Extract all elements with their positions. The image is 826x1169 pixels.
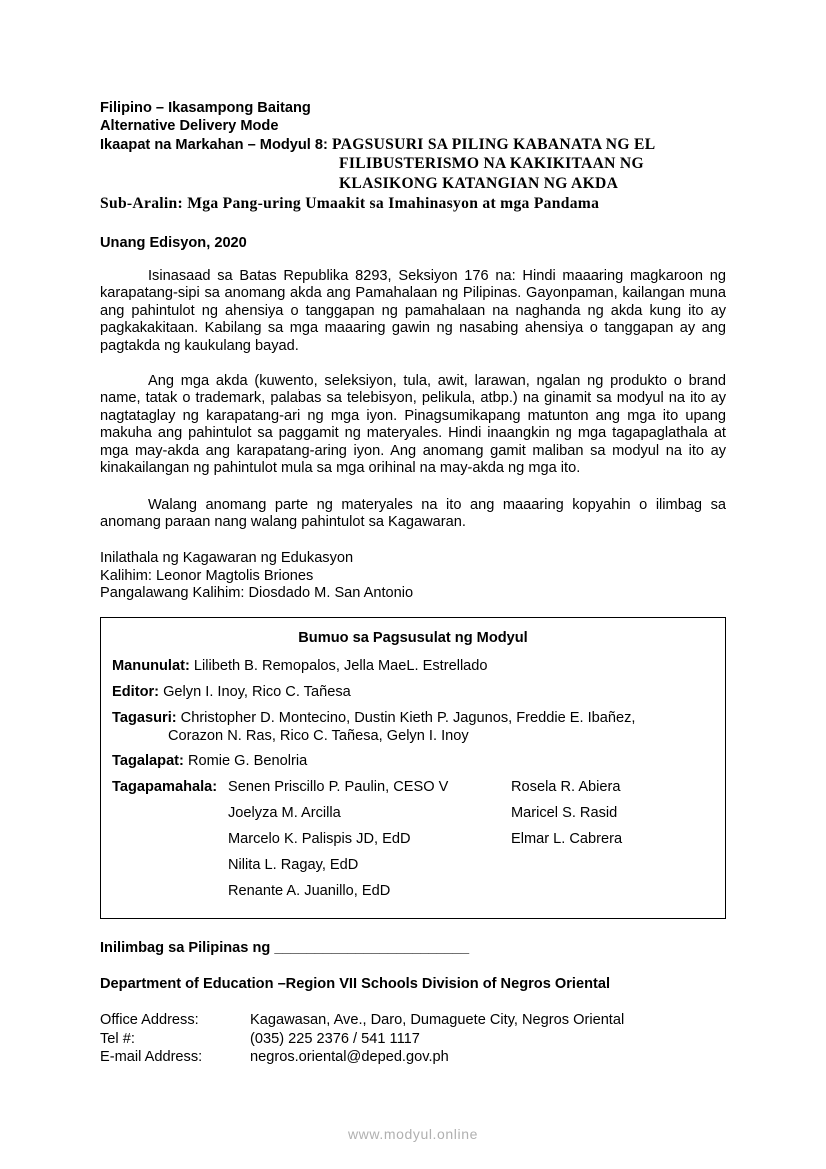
tagalapat-value: Romie G. Benolria [183, 753, 308, 769]
tagapamahala-name: Nilita L. Ragay, EdD [228, 857, 359, 873]
tagapamahala-name: Joelyza M. Arcilla [228, 805, 341, 821]
printed-line: Inilimbag sa Pilipinas ng ________________________ [100, 940, 470, 956]
publisher-line: Inilathala ng Kagawaran ng Edukasyon [100, 550, 354, 566]
sub-aralin: Sub-Aralin: Mga Pang-uring Umaakit sa Imahinasyon at mga Pandama [100, 195, 600, 212]
copyright-paragraph-3: Walang anomang parte ng materyales na ito ang maaaring kopyahin o ilimbag sa anomang paraan nang walang pahintulot sa Kagawaran. [100, 497, 726, 531]
tagasuri-value-1: Christopher D. Montecino, Dustin Kieth P. Jagunos, Freddie E. Ibañez, [176, 710, 636, 726]
tagalapat-label: Tagalapat: [112, 753, 184, 769]
watermark: www.modyul.online [347, 1126, 479, 1142]
tagapamahala-label: Tagapamahala: [112, 779, 218, 795]
module-title-3: KLASIKONG KATANGIAN NG AKDA [339, 175, 619, 192]
editor-label: Editor: [112, 684, 160, 700]
department-line: Department of Education –Region VII Schools Division of Negros Oriental [100, 976, 611, 992]
module-heading [100, 136, 655, 154]
copyright-paragraph-1: Isinasaad sa Batas Republika 8293, Seksiyon 176 na: Hindi maaaring magkaroon ng karapatang-sipi sa anomang akda ang Pamahalaan ng Pilipinas. Gayonpaman, kailangan muna ang pahintulot ng ahensiya o tanggapan ng pamahalaan na naghanda ng akda kung ito ay pagkakakitaan. Kabilang sa mga maaaring gawin ng nasabing ahensiya o tanggapan ay ang pagtakda ng kaukulang bayad. [100, 268, 726, 354]
email-label: E-mail Address: [100, 1049, 203, 1065]
office-address: Kagawasan, Ave., Daro, Dumaguete City, Negros Oriental [250, 1012, 625, 1028]
tagapamahala-name: Renante A. Juanillo, EdD [228, 883, 391, 899]
editor-value: Gelyn I. Inoy, Rico C. Tañesa [159, 684, 351, 700]
module-title-2: FILIBUSTERISMO NA KAKIKITAAN NG [339, 155, 644, 172]
office-label: Office Address: [100, 1012, 199, 1028]
tagalapat-row [112, 753, 307, 769]
tagasuri-value-2: Corazon N. Ras, Rico C. Tañesa, Gelyn I. Inoy [168, 728, 469, 744]
tagapamahala-name: Elmar L. Cabrera [511, 831, 623, 847]
manunulat-row [112, 658, 488, 674]
undersecretary-line: Pangalawang Kalihim: Diosdado M. San Antonio [100, 585, 414, 601]
tagapamahala-name: Senen Priscillo P. Paulin, CESO V [228, 779, 449, 795]
delivery-mode: Alternative Delivery Mode [100, 118, 279, 134]
credits-title: Bumuo sa Pagsusulat ng Modyul [298, 630, 528, 646]
grade-line: Filipino – Ikasampong Baitang [100, 100, 311, 116]
copyright-paragraph-2: Ang mga akda (kuwento, seleksiyon, tula, awit, larawan, ngalan ng produkto o brand name, tatak o trademark, palabas sa telebisyon, pelikula, atbp.) na ginamit sa modyul na ito ay nagtataglay ng karapatang-ari ng mga iyon. Pinagsumikapang matunton ang mga ito upang makuha ang pahintulot sa paggamit ng materyales. Hindi inaangkin ng mga tagapaglathala at mga may-akda ang karapatang-aring iyon. Ang anomang gamit maliban sa modyul na ito ay kinakailangan ng pahintulot mula sa mga orihinal na may-akda ng mga ito. [100, 373, 726, 477]
tagapamahala-name: Rosela R. Abiera [511, 779, 621, 795]
tel-label: Tel #: [100, 1031, 135, 1047]
email-address: negros.oriental@deped.gov.ph [250, 1049, 449, 1065]
tagapamahala-name: Marcelo K. Palispis JD, EdD [228, 831, 411, 847]
manunulat-value: Lilibeth B. Remopalos, Jella MaeL. Estrellado [189, 658, 488, 674]
tagasuri-row [112, 710, 635, 726]
secretary-line: Kalihim: Leonor Magtolis Briones [100, 568, 314, 584]
credits-box [100, 617, 726, 919]
module-title-1: PAGSUSURI SA PILING KABANATA NG EL [331, 136, 656, 153]
manunulat-label: Manunulat: [112, 658, 190, 674]
quarter-module: Ikaapat na Markahan – Modyul 8: [100, 137, 328, 153]
tel-number: (035) 225 2376 / 541 1117 [250, 1031, 420, 1047]
tagapamahala-name: Maricel S. Rasid [511, 805, 618, 821]
edition: Unang Edisyon, 2020 [100, 235, 247, 251]
editor-row [112, 684, 351, 700]
tagasuri-label: Tagasuri: [112, 710, 177, 726]
